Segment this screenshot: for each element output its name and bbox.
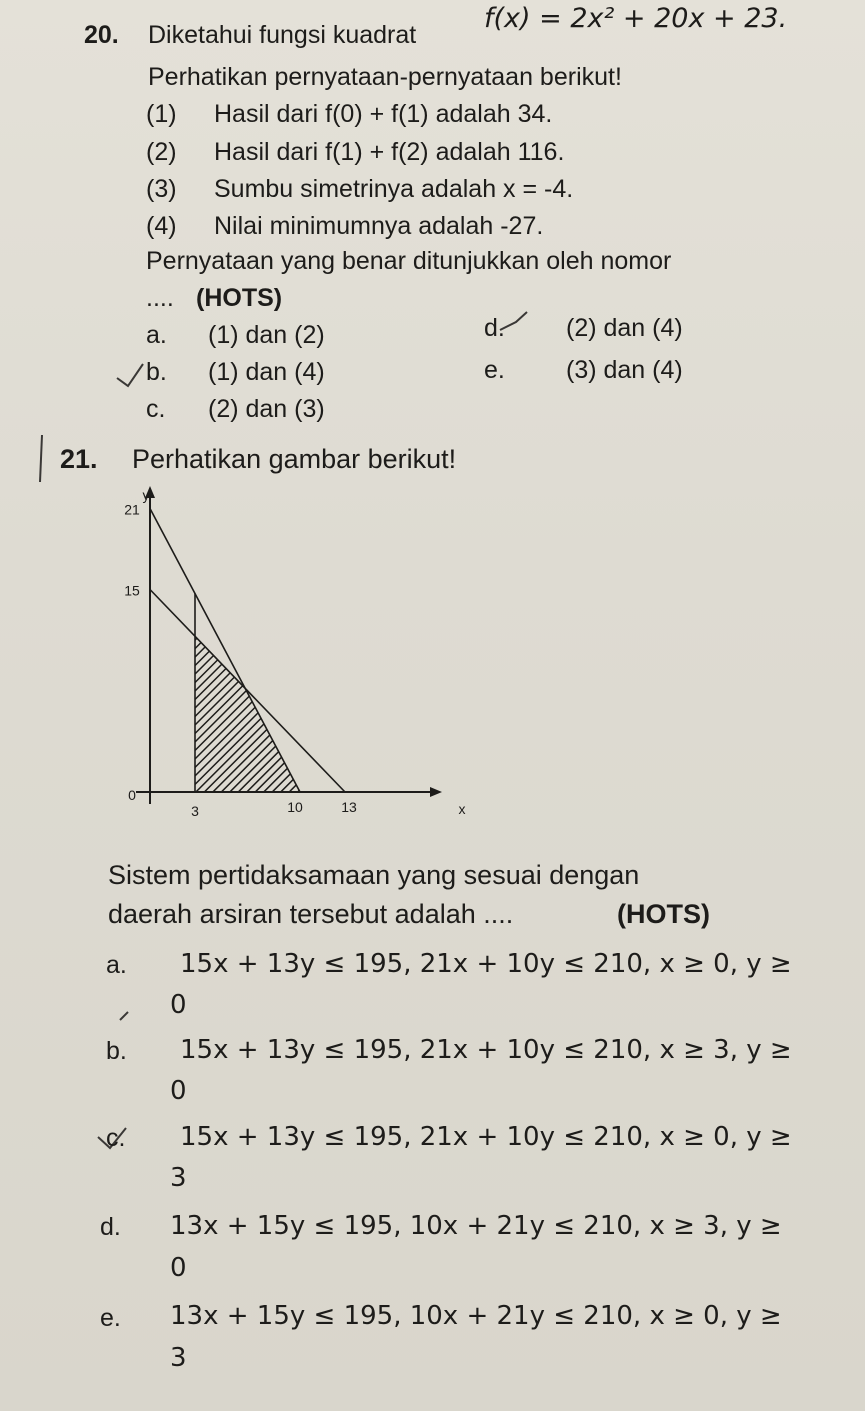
q20-statement-2: Hasil dari f(1) + f(2) adalah 116. xyxy=(214,138,565,166)
q20-statement-4: Nilai minimumnya adalah -27. xyxy=(214,212,544,240)
origin-label: 0 xyxy=(128,787,136,803)
q20-option-e: (3) dan (4) xyxy=(566,356,683,384)
q21-option-b-cont: 0 xyxy=(170,1076,187,1106)
q20-option-b: (1) dan (4) xyxy=(208,358,325,386)
q20-statement-1-num: (1) xyxy=(146,100,177,128)
q20-instruction: Perhatikan pernyataan-pernyataan berikut! xyxy=(148,63,622,91)
q20-ellipsis: .... xyxy=(146,284,174,312)
q20-option-d-letter: d. xyxy=(484,314,505,342)
x-tick-13: 13 xyxy=(341,799,357,815)
q21-instruction: Perhatikan gambar berikut! xyxy=(132,444,457,474)
q21-option-a-cont: 0 xyxy=(170,990,187,1020)
q20-statement-2-num: (2) xyxy=(146,138,177,166)
x-tick-3: 3 xyxy=(191,803,199,819)
q20-statement-1: Hasil dari f(0) + f(1) adalah 34. xyxy=(214,100,553,128)
q20-hots-tag: (HOTS) xyxy=(196,284,283,312)
q21-option-d-letter: d. xyxy=(100,1213,121,1241)
y-axis-label: y xyxy=(142,487,150,503)
q20-statement-3: Sumbu simetrinya adalah x = -4. xyxy=(214,175,574,203)
q21-option-b: 15x + 13y ≤ 195, 21x + 10y ≤ 210, x ≥ 3, y ≥ xyxy=(180,1035,792,1065)
q21-option-e: 13x + 15y ≤ 195, 10x + 21y ≤ 210, x ≥ 0, y ≥ xyxy=(170,1301,782,1331)
q21-option-c-cont: 3 xyxy=(170,1163,187,1193)
q20-question: Pernyataan yang benar ditunjukkan oleh nomor xyxy=(146,247,672,275)
q20-statement-3-num: (3) xyxy=(146,175,177,203)
q21-option-c-letter: c. xyxy=(106,1124,126,1152)
q20-option-e-letter: e. xyxy=(484,356,505,384)
q21-number: 21. xyxy=(60,444,98,474)
y-tick-21: 21 xyxy=(124,501,140,518)
x-axis-label: x xyxy=(458,801,466,817)
q21-option-e-letter: e. xyxy=(100,1304,121,1332)
x-axis-arrow xyxy=(430,787,442,797)
q20-option-d: (2) dan (4) xyxy=(566,314,683,342)
pencil-stroke-icon xyxy=(40,435,42,482)
graph xyxy=(110,478,470,838)
q21-option-c: 15x + 13y ≤ 195, 21x + 10y ≤ 210, x ≥ 0, y ≥ xyxy=(180,1122,792,1152)
q20-stem: Diketahui fungsi kuadrat xyxy=(148,21,417,49)
q20-number: 20. xyxy=(84,21,119,49)
q20-option-a: (1) dan (2) xyxy=(208,321,325,349)
q20-statement-4-num: (4) xyxy=(146,212,177,240)
q21-hots-tag: (HOTS) xyxy=(617,899,710,929)
q20-option-c: (2) dan (3) xyxy=(208,395,325,423)
q21-question-line2: daerah arsiran tersebut adalah .... xyxy=(108,899,514,929)
y-tick-15: 15 xyxy=(124,582,140,599)
q21-option-a-letter: a. xyxy=(106,951,127,979)
q21-option-a: 15x + 13y ≤ 195, 21x + 10y ≤ 210, x ≥ 0, y ≥ xyxy=(180,949,792,979)
q20-function: f(x) = 2x² + 20x + 23. xyxy=(484,3,788,34)
q21-option-b-letter: b. xyxy=(106,1037,127,1065)
q20-option-a-letter: a. xyxy=(146,321,167,349)
shaded-region xyxy=(195,636,300,792)
q20-option-b-letter: b. xyxy=(146,358,167,386)
x-tick-10: 10 xyxy=(287,799,303,815)
pencil-stroke-icon xyxy=(120,1012,128,1020)
q21-question-line1: Sistem pertidaksamaan yang sesuai dengan xyxy=(108,860,640,890)
q20-option-c-letter: c. xyxy=(146,395,166,423)
checkmark-icon xyxy=(117,364,143,386)
q21-option-d: 13x + 15y ≤ 195, 10x + 21y ≤ 210, x ≥ 3, y ≥ xyxy=(170,1211,782,1241)
q21-option-d-cont: 0 xyxy=(170,1253,187,1283)
q21-option-e-cont: 3 xyxy=(170,1343,187,1373)
